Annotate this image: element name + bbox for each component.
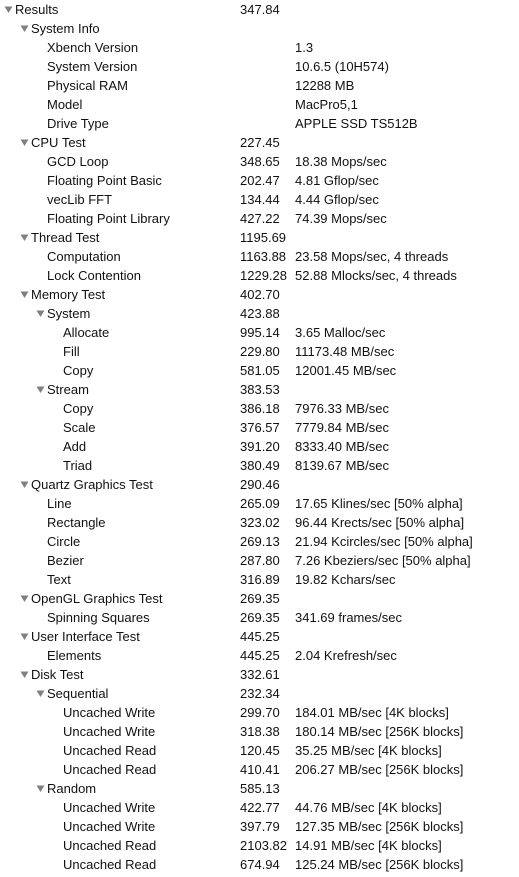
- row-score: 2103.82: [240, 838, 287, 853]
- disclosure-triangle-open-icon[interactable]: [35, 308, 46, 319]
- row-score: 386.18: [240, 401, 280, 416]
- disclosure-triangle-open-icon[interactable]: [19, 289, 30, 300]
- row-detail: 125.24 MB/sec [256K blocks]: [295, 857, 464, 872]
- row-label: Uncached Read: [63, 743, 157, 758]
- outline-row-spinning-squares[interactable]: [0, 608, 519, 627]
- row-score: 380.49: [240, 458, 280, 473]
- row-detail: 10.6.5 (10H574): [295, 59, 389, 74]
- disclosure-triangle-open-icon[interactable]: [19, 669, 30, 680]
- outline-row-uncached-read[interactable]: [0, 836, 519, 855]
- row-label: Uncached Read: [63, 762, 157, 777]
- outline-group-disk-test[interactable]: [0, 665, 519, 684]
- row-label: Disk Test: [31, 667, 84, 682]
- row-label: Fill: [63, 344, 80, 359]
- outline-row-elements[interactable]: [0, 646, 519, 665]
- row-score: 229.80: [240, 344, 280, 359]
- row-score: 1195.69: [240, 230, 287, 245]
- row-score: 232.34: [240, 686, 280, 701]
- outline-row-uncached-read[interactable]: [0, 855, 519, 874]
- row-detail: 12288 MB: [295, 78, 355, 93]
- row-label: System Version: [47, 59, 138, 74]
- row-label: Line: [47, 496, 72, 511]
- disclosure-triangle-open-icon[interactable]: [19, 479, 30, 490]
- row-score: 316.89: [240, 572, 280, 587]
- row-detail: 7779.84 MB/sec: [295, 420, 389, 435]
- row-score: 397.79: [240, 819, 280, 834]
- row-label: OpenGL Graphics Test: [31, 591, 163, 606]
- outline-row-text[interactable]: [0, 570, 519, 589]
- outline-row-model[interactable]: [0, 95, 519, 114]
- row-score: 423.88: [240, 306, 280, 321]
- outline-row-physical-ram[interactable]: [0, 76, 519, 95]
- row-detail: 11173.48 MB/sec: [295, 344, 395, 359]
- row-detail: 127.35 MB/sec [256K blocks]: [295, 819, 464, 834]
- row-label: GCD Loop: [47, 154, 109, 169]
- row-detail: 21.94 Kcircles/sec [50% alpha]: [295, 534, 473, 549]
- row-detail: 341.69 frames/sec: [295, 610, 402, 625]
- row-label: Drive Type: [47, 116, 109, 131]
- row-score: 347.84: [240, 2, 280, 17]
- row-label: Add: [63, 439, 87, 454]
- row-score: 410.41: [240, 762, 280, 777]
- row-score: 1163.88: [240, 249, 287, 264]
- outline-row-gcd-loop[interactable]: [0, 152, 519, 171]
- row-detail: 4.44 Gflop/sec: [295, 192, 379, 207]
- row-detail: 18.38 Mops/sec: [295, 154, 387, 169]
- row-label: Elements: [47, 648, 102, 663]
- disclosure-triangle-open-icon[interactable]: [19, 631, 30, 642]
- row-detail: 2.04 Krefresh/sec: [295, 648, 397, 663]
- row-score: 290.46: [240, 477, 280, 492]
- outline-group-random[interactable]: [0, 779, 519, 798]
- outline-group-opengl-graphics-test[interactable]: [0, 589, 519, 608]
- row-score: 202.47: [240, 173, 280, 188]
- row-label: Physical RAM: [47, 78, 128, 93]
- outline-row-uncached-read[interactable]: [0, 760, 519, 779]
- row-detail: 35.25 MB/sec [4K blocks]: [295, 743, 442, 758]
- row-score: 120.45: [240, 743, 280, 758]
- row-detail: 7976.33 MB/sec: [295, 401, 389, 416]
- row-score: 287.80: [240, 553, 280, 568]
- row-label: Circle: [47, 534, 81, 549]
- outline-row-uncached-read[interactable]: [0, 741, 519, 760]
- outline-row-circle[interactable]: [0, 532, 519, 551]
- row-score: 445.25: [240, 648, 280, 663]
- row-detail: 74.39 Mops/sec: [295, 211, 387, 226]
- row-score: 1229.28: [240, 268, 287, 283]
- row-label: Quartz Graphics Test: [31, 477, 153, 492]
- outline-row-add[interactable]: [0, 437, 519, 456]
- outline-row-uncached-write[interactable]: [0, 817, 519, 836]
- outline-group-system[interactable]: [0, 304, 519, 323]
- row-detail: 96.44 Krects/sec [50% alpha]: [295, 515, 465, 530]
- disclosure-triangle-open-icon[interactable]: [19, 232, 30, 243]
- row-score: 299.70: [240, 705, 280, 720]
- disclosure-triangle-open-icon[interactable]: [35, 384, 46, 395]
- row-score: 402.70: [240, 287, 280, 302]
- row-score: 391.20: [240, 439, 280, 454]
- row-label: Computation: [47, 249, 121, 264]
- row-score: 585.13: [240, 781, 280, 796]
- row-label: Model: [47, 97, 83, 112]
- row-detail: 8333.40 MB/sec: [295, 439, 389, 454]
- outline-row-uncached-write[interactable]: [0, 798, 519, 817]
- outline-row-scale[interactable]: [0, 418, 519, 437]
- outline-group-thread-test[interactable]: [0, 228, 519, 247]
- row-label: Uncached Write: [63, 705, 156, 720]
- outline-row-lock-contention[interactable]: [0, 266, 519, 285]
- row-score: 332.61: [240, 667, 280, 682]
- row-detail: 23.58 Mops/sec, 4 threads: [295, 249, 449, 264]
- row-label: Lock Contention: [47, 268, 141, 283]
- row-label: Uncached Write: [63, 819, 156, 834]
- outline-group-user-interface-test[interactable]: [0, 627, 519, 646]
- row-score: 422.77: [240, 800, 280, 815]
- row-detail: 7.26 Kbeziers/sec [50% alpha]: [295, 553, 471, 568]
- outline-row-line[interactable]: [0, 494, 519, 513]
- row-detail: 14.91 MB/sec [4K blocks]: [295, 838, 442, 853]
- row-detail: 206.27 MB/sec [256K blocks]: [295, 762, 464, 777]
- row-label: User Interface Test: [31, 629, 140, 644]
- row-label: Copy: [63, 363, 94, 378]
- outline-group-cpu-test[interactable]: [0, 133, 519, 152]
- outline-row-triad[interactable]: [0, 456, 519, 475]
- row-score: 269.35: [240, 591, 280, 606]
- row-detail: 3.65 Malloc/sec: [295, 325, 386, 340]
- disclosure-triangle-open-icon[interactable]: [19, 23, 30, 34]
- row-label: Xbench Version: [47, 40, 139, 55]
- outline-row-allocate[interactable]: [0, 323, 519, 342]
- outline-group-results[interactable]: [0, 0, 519, 19]
- row-score: 348.65: [240, 154, 280, 169]
- row-detail: APPLE SSD TS512B: [295, 116, 418, 131]
- row-label: System Info: [31, 21, 100, 36]
- row-score: 134.44: [240, 192, 280, 207]
- outline-row-copy[interactable]: [0, 399, 519, 418]
- outline-row-uncached-write[interactable]: [0, 703, 519, 722]
- outline-row-veclib-fft[interactable]: [0, 190, 519, 209]
- row-score: 445.25: [240, 629, 280, 644]
- row-detail: 12001.45 MB/sec: [295, 363, 397, 378]
- disclosure-triangle-open-icon[interactable]: [35, 688, 46, 699]
- outline-row-floating-point-library[interactable]: [0, 209, 519, 228]
- row-label: Memory Test: [31, 287, 106, 302]
- outline-row-copy[interactable]: [0, 361, 519, 380]
- row-detail: 4.81 Gflop/sec: [295, 173, 379, 188]
- row-label: Spinning Squares: [47, 610, 150, 625]
- disclosure-triangle-open-icon[interactable]: [35, 783, 46, 794]
- row-label: Text: [47, 572, 71, 587]
- row-score: 269.35: [240, 610, 280, 625]
- row-label: CPU Test: [31, 135, 86, 150]
- row-score: 376.57: [240, 420, 280, 435]
- disclosure-triangle-open-icon[interactable]: [19, 593, 30, 604]
- row-label: Results: [15, 2, 59, 17]
- row-label: Floating Point Basic: [47, 173, 162, 188]
- outline-group-stream[interactable]: [0, 380, 519, 399]
- row-score: 269.13: [240, 534, 280, 549]
- row-label: Floating Point Library: [47, 211, 170, 226]
- row-score: 227.45: [240, 135, 280, 150]
- row-detail: 184.01 MB/sec [4K blocks]: [295, 705, 449, 720]
- row-label: Uncached Write: [63, 800, 156, 815]
- row-score: 674.94: [240, 857, 280, 872]
- outline-row-fill[interactable]: [0, 342, 519, 361]
- row-detail: 52.88 Mlocks/sec, 4 threads: [295, 268, 457, 283]
- row-label: Thread Test: [31, 230, 100, 245]
- row-score: 581.05: [240, 363, 280, 378]
- row-label: Stream: [47, 382, 89, 397]
- row-detail: 44.76 MB/sec [4K blocks]: [295, 800, 442, 815]
- row-score: 427.22: [240, 211, 280, 226]
- row-detail: 1.3: [295, 40, 314, 55]
- outline-group-sequential[interactable]: [0, 684, 519, 703]
- row-label: Triad: [63, 458, 93, 473]
- row-score: 265.09: [240, 496, 280, 511]
- row-label: System: [47, 306, 91, 321]
- outline-row-system-version[interactable]: [0, 57, 519, 76]
- row-label: Bezier: [47, 553, 84, 568]
- row-label: Random: [47, 781, 97, 796]
- outline-row-floating-point-basic[interactable]: [0, 171, 519, 190]
- row-score: 318.38: [240, 724, 280, 739]
- row-detail: MacPro5,1: [295, 97, 358, 112]
- outline-row-computation[interactable]: [0, 247, 519, 266]
- row-label: Copy: [63, 401, 94, 416]
- outline-group-quartz-graphics-test[interactable]: [0, 475, 519, 494]
- outline-group-system-info[interactable]: [0, 19, 519, 38]
- outline-row-uncached-write[interactable]: [0, 722, 519, 741]
- row-label: Scale: [63, 420, 96, 435]
- disclosure-triangle-open-icon[interactable]: [3, 4, 14, 15]
- row-detail: 180.14 MB/sec [256K blocks]: [295, 724, 464, 739]
- outline-row-bezier[interactable]: [0, 551, 519, 570]
- outline-row-drive-type[interactable]: [0, 114, 519, 133]
- row-score: 995.14: [240, 325, 280, 340]
- row-label: vecLib FFT: [47, 192, 113, 207]
- row-label: Uncached Read: [63, 838, 157, 853]
- row-label: Sequential: [47, 686, 109, 701]
- row-detail: 19.82 Kchars/sec: [295, 572, 396, 587]
- row-label: Uncached Read: [63, 857, 157, 872]
- outline-row-rectangle[interactable]: [0, 513, 519, 532]
- row-score: 323.02: [240, 515, 280, 530]
- outline-group-memory-test[interactable]: [0, 285, 519, 304]
- row-label: Uncached Write: [63, 724, 156, 739]
- disclosure-triangle-open-icon[interactable]: [19, 137, 30, 148]
- row-label: Rectangle: [47, 515, 106, 530]
- row-score: 383.53: [240, 382, 280, 397]
- row-detail: 8139.67 MB/sec: [295, 458, 389, 473]
- row-label: Allocate: [63, 325, 110, 340]
- outline-row-xbench-version[interactable]: [0, 38, 519, 57]
- row-detail: 17.65 Klines/sec [50% alpha]: [295, 496, 463, 511]
